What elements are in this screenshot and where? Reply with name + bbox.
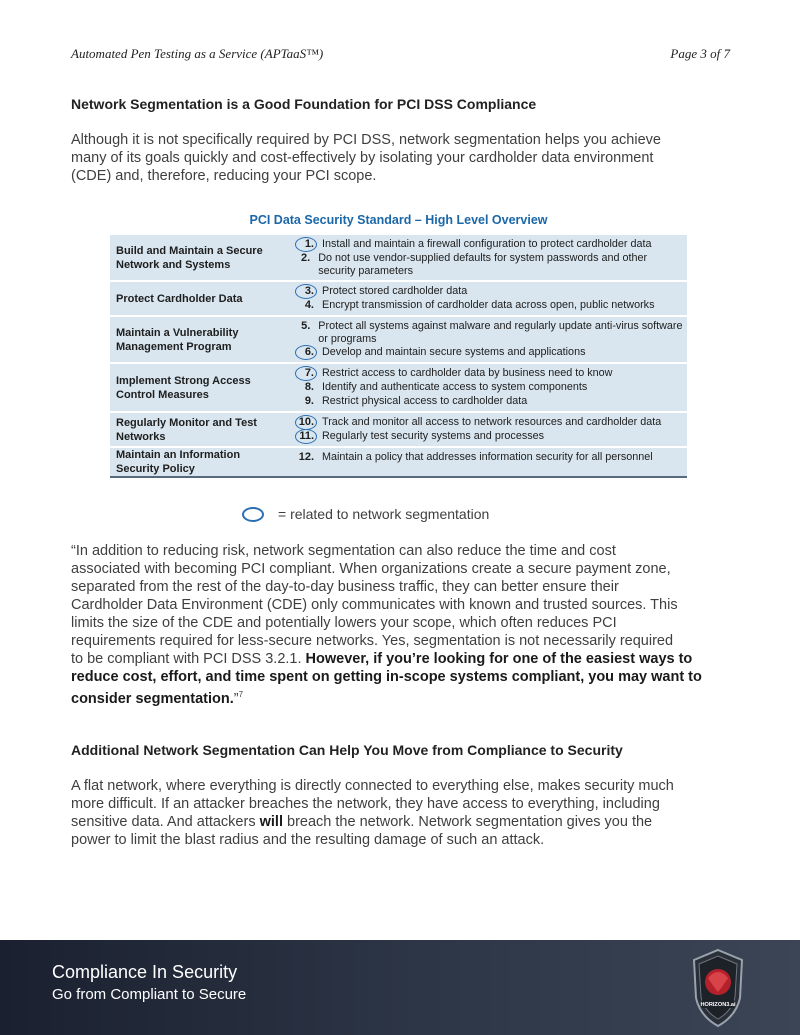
requirement-text: Track and monitor all access to network resources and cardholder data [322, 416, 662, 428]
logo-wordmark: HORIZON3.ai [700, 1002, 736, 1008]
requirement-text: Install and maintain a firewall configuration to protect cardholder data [322, 238, 652, 250]
circle-marker-icon [242, 507, 264, 522]
requirement-number: 8. [304, 381, 314, 393]
footer-tagline: Compliance In Security [52, 962, 238, 982]
requirement-list [286, 448, 687, 476]
pci-overview-table [110, 233, 687, 478]
footnote-marker: 7 [238, 690, 244, 699]
paragraph-line: many of its goals quickly and cost-effectively by isolating your cardholder data environment [71, 150, 654, 166]
legend [242, 506, 489, 522]
requirement-text: Encrypt transmission of cardholder data across open, public networks [322, 299, 655, 311]
requirement-category: Maintain a Vulnerability Management Program [116, 326, 239, 353]
footer-banner [0, 940, 800, 1035]
table-row [110, 280, 687, 315]
requirement-text: Restrict access to cardholder data by business need to know [322, 367, 613, 379]
text-run: breach the network. Network segmentation gives you the [282, 814, 653, 830]
paragraph-line [71, 650, 736, 668]
table-row [110, 411, 687, 446]
requirement-list [286, 413, 687, 446]
requirement-text: Regularly test security systems and processes [322, 430, 545, 442]
legend-text: = related to network segmentation [278, 506, 490, 522]
paragraph-line: associated with becoming PCI compliant. When organizations create a secure payment zone, [71, 561, 671, 577]
paragraph-line: (CDE) and, therefore, reducing your PCI scope. [71, 168, 377, 184]
table-row [110, 446, 687, 478]
circled-requirement-number: 11. [286, 430, 314, 444]
requirement-item [286, 430, 687, 444]
requirement-item [286, 238, 687, 252]
table-row [110, 362, 687, 411]
requirement-number: 4. [304, 299, 314, 311]
horizon3-shield-logo [690, 948, 746, 1028]
paragraph-line: Although it is not specifically required by PCI DSS, network segmentation helps you achieve [71, 132, 661, 148]
paragraph-line: A flat network, where everything is directly connected to everything else, makes security much [71, 778, 674, 794]
paragraph-line: more difficult. If an attacker breaches the network, they have access to everything, including [71, 796, 660, 812]
paragraph-line: “In addition to reducing risk, network segmentation can also reduce the time and cost [71, 543, 616, 559]
requirement-text: Identify and authenticate access to system components [322, 381, 588, 393]
requirement-number: 12. [298, 451, 314, 463]
quote-text: to be compliant with PCI DSS 3.2.1. [71, 651, 306, 667]
quote-emphasis: reduce cost, effort, and time spent on getting in-scope systems compliant, you may want to [71, 669, 702, 685]
requirement-text: Maintain a policy that addresses information security for all personnel [322, 451, 653, 463]
requirement-item [286, 451, 687, 465]
requirement-category: Protect Cardholder Data [116, 292, 243, 305]
quote-emphasis: However, if you’re looking for one of the easiest ways to [305, 651, 693, 667]
document-title: Automated Pen Testing as a Service (APTaaS™) [71, 46, 324, 61]
security-paragraph [71, 777, 736, 849]
page-header [71, 46, 730, 62]
requirement-category: Regularly Monitor and Test Networks [116, 416, 257, 443]
emphasis-will: will [259, 814, 283, 830]
paragraph-line [71, 686, 736, 708]
requirement-item [286, 367, 687, 381]
requirement-item [286, 320, 687, 346]
quote-paragraph [71, 542, 736, 708]
requirement-list [286, 235, 687, 280]
paragraph-line [71, 813, 736, 831]
table-row [110, 233, 687, 280]
intro-paragraph [71, 131, 736, 185]
requirement-text: Protect stored cardholder data [322, 285, 468, 297]
requirement-text: Do not use vendor-supplied defaults for system passwords and other security parameters [318, 252, 648, 277]
page-number: Page 3 of 7 [670, 46, 730, 61]
quote-emphasis: consider segmentation. [71, 690, 234, 707]
paragraph-line: power to limit the blast radius and the resulting damage of such an attack. [71, 832, 545, 848]
circled-requirement-number: 3. [286, 285, 314, 299]
table-title: PCI Data Security Standard – High Level Overview [249, 213, 548, 227]
requirement-list [286, 364, 687, 411]
requirement-number: 2. [301, 252, 311, 264]
circled-requirement-number: 1. [286, 238, 314, 252]
text-run: sensitive data. And attackers [71, 814, 260, 830]
footer-subtagline: Go from Compliant to Secure [52, 986, 247, 1003]
requirement-number: 5. [301, 320, 311, 332]
requirement-number: 9. [304, 395, 314, 407]
requirement-list [286, 282, 687, 315]
section-heading-pci: Network Segmentation is a Good Foundation for PCI DSS Compliance [71, 96, 537, 112]
paragraph-line: Cardholder Data Environment (CDE) only communicates with known and trusted sources. This [71, 597, 678, 613]
requirement-category: Maintain an Information Security Policy [116, 449, 241, 475]
requirement-item [286, 346, 687, 360]
requirement-item [286, 395, 687, 409]
paragraph-line [71, 668, 736, 686]
circled-requirement-number: 7. [286, 367, 314, 381]
paragraph-line: separated from the rest of the day-to-day business traffic, they can better ensure their [71, 579, 619, 595]
requirement-text: Protect all systems against malware and regularly update anti-virus software or programs [318, 320, 683, 345]
paragraph-line: limits the size of the CDE and potentially lowers your scope, which often reduces PCI [71, 615, 617, 631]
requirement-text: Develop and maintain secure systems and applications [322, 346, 586, 358]
circled-requirement-number: 6. [286, 346, 314, 360]
quote-close: ” [233, 690, 239, 707]
requirement-item [286, 285, 687, 299]
table-row [110, 315, 687, 362]
requirement-category: Build and Maintain a Secure Network and Systems [116, 244, 263, 271]
requirement-item [286, 381, 687, 395]
requirement-item [286, 252, 687, 278]
requirement-list [286, 317, 687, 362]
circled-requirement-number: 10. [286, 416, 314, 430]
section-heading-security: Additional Network Segmentation Can Help You Move from Compliance to Security [71, 742, 623, 758]
requirement-item [286, 299, 687, 313]
requirement-category: Implement Strong Access Control Measures [116, 374, 251, 401]
requirement-text: Restrict physical access to cardholder data [322, 395, 528, 407]
requirement-item [286, 416, 687, 430]
paragraph-line: requirements required for less-secure networks. Yes, segmentation is not necessarily required [71, 633, 674, 649]
